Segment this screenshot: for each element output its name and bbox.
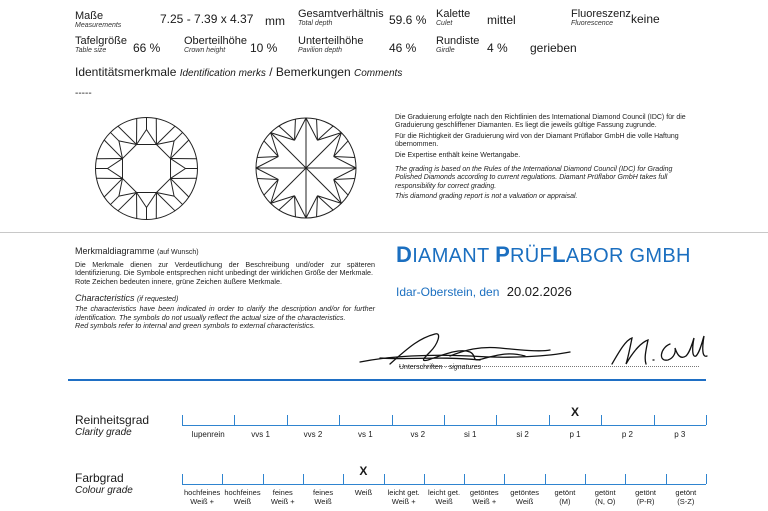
date: 20.02.2026 <box>506 284 572 299</box>
scale-tick <box>654 415 655 425</box>
signature-label: Unterschriften · signatures <box>399 364 482 371</box>
girdle-label: Rundiste <box>436 35 480 47</box>
grade-option: Weiß <box>354 488 373 497</box>
disclaimer-en-1: The grading is based on the Rules of the International Diamond Council (IDC) for Grading Polished Diamonds according to current regulations. Diamant Prüflabor GmbH takes full responsibility for correct grading. <box>395 166 673 190</box>
scale-tick <box>496 415 497 425</box>
scale-tick <box>182 415 183 425</box>
girdle-description: gerieben <box>530 41 577 55</box>
identification-label-en: Identification merks <box>179 68 266 79</box>
place-date <box>396 284 572 299</box>
scale-tick <box>601 415 602 425</box>
characteristics-text-en: The characteristics have been indicated in order to clarify the description and/or for further identification. The symbols do not usually reflect the actual size of the characteristics. <box>75 304 375 322</box>
grade-option: feines Weiß + <box>270 488 295 506</box>
culet-value: mittel <box>487 13 516 27</box>
scale-tick <box>504 474 505 484</box>
crown-height-label-en: Crown height <box>184 47 226 54</box>
total-depth-label-en: Total depth <box>298 20 333 27</box>
culet-label-en: Culet <box>436 20 453 27</box>
scale-tick <box>263 474 264 484</box>
pavilion-depth-label: Unterteilhöhe <box>298 35 364 47</box>
table-size-label: Tafelgröße <box>75 35 127 47</box>
scale-tick <box>303 474 304 484</box>
grade-option: p 2 <box>621 430 633 439</box>
scale-tick <box>392 415 393 425</box>
pavilion-depth-value: 46 % <box>389 41 417 55</box>
scale-tick <box>182 474 183 484</box>
grade-option: hochfeines Weiß <box>224 488 261 506</box>
grade-option: vs 1 <box>358 430 373 439</box>
clarity-label: Reinheitsgrad <box>75 413 150 427</box>
scale-tick <box>706 474 707 484</box>
fluorescence-value: keine <box>631 12 660 26</box>
grade-option: hochfeines Weiß + <box>184 488 221 506</box>
scale-tick <box>234 415 235 425</box>
grade-option: si 1 <box>463 430 477 439</box>
fluorescence-label-en: Fluorescence <box>571 20 614 27</box>
grade-option: si 2 <box>516 430 529 439</box>
crown-height-label: Oberteilhöhe <box>184 35 247 47</box>
total-depth-value: 59.6 % <box>389 13 427 27</box>
crown-diagram <box>93 115 200 222</box>
scale-baseline <box>182 484 706 485</box>
table-size-label-en: Table size <box>75 47 107 54</box>
grade-option: feines Weiß <box>313 488 334 506</box>
blue-rule <box>68 379 706 381</box>
grade-option: leicht get. Weiß + <box>387 488 420 506</box>
grade-marker: X <box>359 464 368 478</box>
pavilion-depth-label-en: Pavilion depth <box>298 47 342 54</box>
identification-label: Identitätsmerkmale <box>75 65 177 79</box>
separator: / <box>269 65 273 79</box>
scale-tick <box>444 415 445 425</box>
place: Idar-Oberstein, den <box>396 285 500 299</box>
characteristics-symbols-de: Rote Zeichen bedeuten innere, grüne Zeichen äußere Merkmale. <box>75 276 282 286</box>
clarity-label-en: Clarity grade <box>75 427 132 438</box>
scale-tick <box>549 415 550 425</box>
disclaimer-de-2: Für die Richtigkeit der Graduierung wird von der Diamant Prüflabor GmbH die volle Haftung übernommen. <box>395 132 679 149</box>
grade-option: vs 2 <box>410 430 426 439</box>
grade-option: getöntes Weiß <box>510 488 539 506</box>
colour-label-en: Colour grade <box>75 485 133 496</box>
identification-value: ----- <box>75 88 92 99</box>
grade-option: vvs 1 <box>251 430 270 439</box>
characteristics-text-de: Die Merkmale dienen zur Verdeutlichung der Beschreibung und/oder zur späteren Identifizierung. Die Symbole entsprechen nicht unbedingt der wirklichen Größe der Merkmale. <box>75 260 375 278</box>
section-divider <box>0 232 768 233</box>
characteristics-symbols-en: Red symbols refer to internal and green symbols to external characteristics. <box>75 321 316 331</box>
scale-tick <box>343 474 344 484</box>
girdle-value: 4 % <box>487 41 508 55</box>
grade-option: p 3 <box>674 430 686 439</box>
disclaimer-en-2: This diamond grading report is not a valuation or appraisal. <box>395 193 578 201</box>
pavilion-diagram <box>253 115 359 221</box>
scale-tick <box>287 415 288 425</box>
characteristics-title-en: Characteristics (if requested) <box>75 293 179 304</box>
scale-baseline <box>182 425 706 426</box>
disclaimer-de-3: Die Expertise enthält keine Wertangabe. <box>395 151 521 159</box>
disclaimer-block <box>395 114 690 202</box>
measurements-value: 7.25 - 7.39 x 4.37 <box>160 12 254 26</box>
comments-label-en: Comments <box>353 68 403 79</box>
grade-option: getöntes Weiß + <box>469 488 499 506</box>
identification-heading <box>75 65 402 81</box>
measurements-unit: mm <box>265 14 285 28</box>
scale-tick <box>339 415 340 425</box>
scale-tick <box>545 474 546 484</box>
scale-tick <box>464 474 465 484</box>
scale-tick <box>384 474 385 484</box>
culet-label: Kalette <box>436 8 471 20</box>
scale-tick <box>585 474 586 484</box>
measurements-label-en: Measurements <box>75 22 122 29</box>
scale-tick <box>222 474 223 484</box>
scale-tick <box>666 474 667 484</box>
characteristics-block <box>75 246 375 330</box>
crown-height-value: 10 % <box>250 41 278 55</box>
grade-option: vvs 2 <box>303 430 323 439</box>
fluorescence-label: Fluoreszenz <box>571 8 631 20</box>
grade-marker: X <box>570 405 580 419</box>
characteristics-title: Merkmaldiagramme (auf Wunsch) <box>75 246 199 256</box>
grade-option: lupenrein <box>191 430 225 439</box>
grade-option: getönt (P-R) <box>635 488 656 506</box>
scale-tick <box>424 474 425 484</box>
grade-option: getönt (M) <box>554 488 576 506</box>
grade-option: p 1 <box>569 430 581 439</box>
grade-option: getönt (N, O) <box>594 488 616 506</box>
lab-name: DIAMANT PRÜFLABOR GMBH <box>396 242 691 267</box>
girdle-label-en: Girdle <box>436 47 455 54</box>
scale-tick <box>706 415 707 425</box>
comments-label: Bemerkungen <box>275 65 351 79</box>
grade-option: getönt (S-Z) <box>675 488 697 506</box>
grade-option: leicht get. Weiß <box>427 488 461 506</box>
disclaimer-de-1: Die Graduierung erfolgte nach den Richtlinien des International Diamond Council (IDC) für die Graduierung geschliffener Diamanten. Es liegt die jeweils gültige Fassung zugrunde. <box>395 114 686 130</box>
total-depth-label: Gesamtverhältnis <box>298 8 384 20</box>
scale-tick <box>625 474 626 484</box>
colour-label: Farbgrad <box>75 471 124 485</box>
measurements-label: Maße <box>75 10 104 22</box>
table-size-value: 66 % <box>133 41 161 55</box>
